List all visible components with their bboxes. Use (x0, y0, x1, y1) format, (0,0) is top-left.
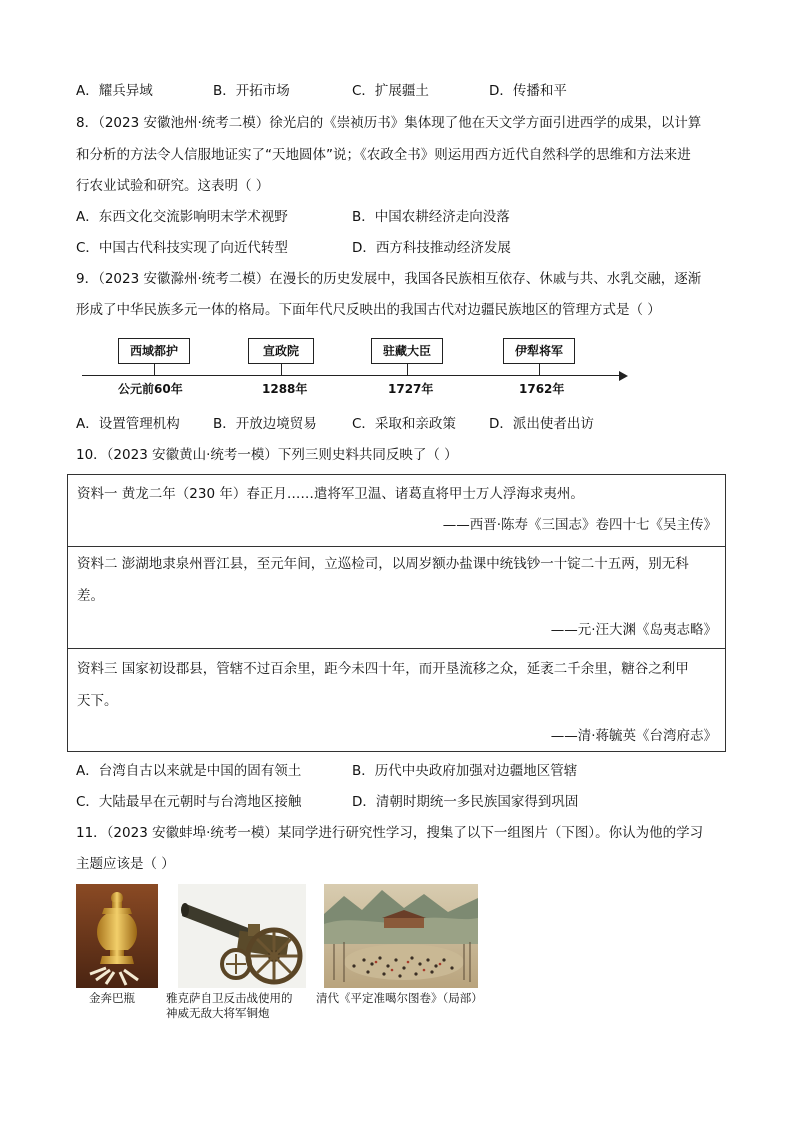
q9-option-c[interactable]: C．采取和亲政策 (352, 416, 456, 432)
q8-stem-line1: 8．（2023 安徽池州·统考二模）徐光启的《崇祯历书》集体现了他在天文学方面引进西学的成果，以计算 (76, 115, 702, 131)
timeline-box-3: 驻藏大臣 (371, 338, 443, 364)
material-1-text: 资料一 黄龙二年（230 年）春正月……遣将军卫温、诸葛直将甲士万人浮海求夷州。 (77, 486, 584, 502)
q8-stem-line2: 和分析的方法令人信服地证实了“天地圆体”说；《农政全书》则运用西方近代自然科学的思维和方法来进 (76, 147, 691, 163)
q8-stem-line3: 行农业试验和研究。这表明（ ） (76, 178, 270, 194)
timeline-year-1: 公元前60年 (118, 382, 183, 396)
material-3-line1: 资料三 国家初设郡县，管辖不过百余里，距今未四十年，而开垦流移之众，延袤二千余里，糖谷之利甲 (77, 661, 689, 677)
q10-option-c[interactable]: C．大陆最早在元朝时与台湾地区接触 (76, 794, 302, 810)
q10-option-d[interactable]: D．清朝时期统一多民族国家得到巩固 (352, 794, 579, 810)
timeline-box-2: 宣政院 (248, 338, 314, 364)
golden-urn-image (76, 884, 158, 988)
timeline-year-2: 1288年 (262, 382, 308, 396)
q11-stem-line2: 主题应该是（ ） (76, 856, 175, 872)
timeline-axis (82, 375, 622, 376)
material-divider-2 (68, 648, 725, 649)
q7-option-c[interactable]: C．扩展疆土 (352, 83, 429, 99)
material-2-line1: 资料二 澎湖地隶泉州晋江县，至元年间，立巡检司，以周岁额办盐课中统钱钞一十锭二十五两，别无科 (77, 556, 689, 572)
material-divider-1 (68, 546, 725, 547)
timeline-year-4: 1762年 (519, 382, 565, 396)
timeline-tick-1 (154, 364, 155, 375)
q11-stem-line1: 11．（2023 安徽蚌埠·统考一模）某同学进行研究性学习，搜集了以下一组图片（下图）。你认为他的学习 (76, 825, 704, 841)
caption-painting: 清代《平定准噶尔图卷》（局部） (316, 991, 483, 1005)
q7-option-d[interactable]: D．传播和平 (489, 83, 567, 99)
material-1-source: ——西晋·陈寿《三国志》卷四十七《吴主传》 (442, 517, 717, 533)
q9-stem-line1: 9．（2023 安徽滁州·统考二模）在漫长的历史发展中，我国各民族相互依存、休戚与共、水乳交融，逐渐 (76, 271, 702, 287)
material-2-source: ——元·汪大渊《岛夷志略》 (550, 622, 717, 638)
q8-option-a[interactable]: A．东西文化交流影响明末学术视野 (76, 209, 288, 225)
pacification-painting-image (324, 884, 478, 988)
timeline-arrow-icon (619, 371, 628, 381)
q10-option-b[interactable]: B．历代中央政府加强对边疆地区管辖 (352, 763, 578, 779)
bronze-cannon-image (178, 884, 306, 988)
q9-stem-line2: 形成了中华民族多元一体的格局。下面年代尺反映出的我国古代对边疆民族地区的管理方式是（ ） (76, 302, 661, 318)
q10-option-a[interactable]: A．台湾自古以来就是中国的固有领土 (76, 763, 302, 779)
timeline-box-4: 伊犁将军 (503, 338, 575, 364)
timeline-box-1: 西域都护 (118, 338, 190, 364)
caption-golden-urn: 金奔巴瓶 (89, 991, 135, 1005)
q9-option-b[interactable]: B．开放边境贸易 (213, 416, 317, 432)
caption-cannon-line2: 神威无敌大将军铜炮 (166, 1006, 270, 1020)
material-2-line2: 差。 (77, 588, 104, 604)
q9-option-d[interactable]: D．派出使者出访 (489, 416, 594, 432)
caption-cannon-line1: 雅克萨自卫反击战使用的 (166, 991, 293, 1005)
timeline-tick-2 (281, 364, 282, 375)
q8-option-d[interactable]: D．西方科技推动经济发展 (352, 240, 511, 256)
q10-material-table (67, 474, 726, 752)
q7-option-b[interactable]: B．开拓市场 (213, 83, 290, 99)
q10-stem: 10．（2023 安徽黄山·统考一模）下列三则史料共同反映了（ ） (76, 447, 458, 463)
q8-option-c[interactable]: C．中国古代科技实现了向近代转型 (76, 240, 288, 256)
material-3-line2: 天下。 (77, 693, 118, 709)
q7-option-a[interactable]: A．耀兵异域 (76, 83, 153, 99)
material-3-source: ——清·蒋毓英《台湾府志》 (550, 728, 717, 744)
timeline-tick-4 (539, 364, 540, 375)
timeline-year-3: 1727年 (388, 382, 434, 396)
timeline-tick-3 (407, 364, 408, 375)
q9-option-a[interactable]: A．设置管理机构 (76, 416, 180, 432)
q8-option-b[interactable]: B．中国农耕经济走向没落 (352, 209, 510, 225)
